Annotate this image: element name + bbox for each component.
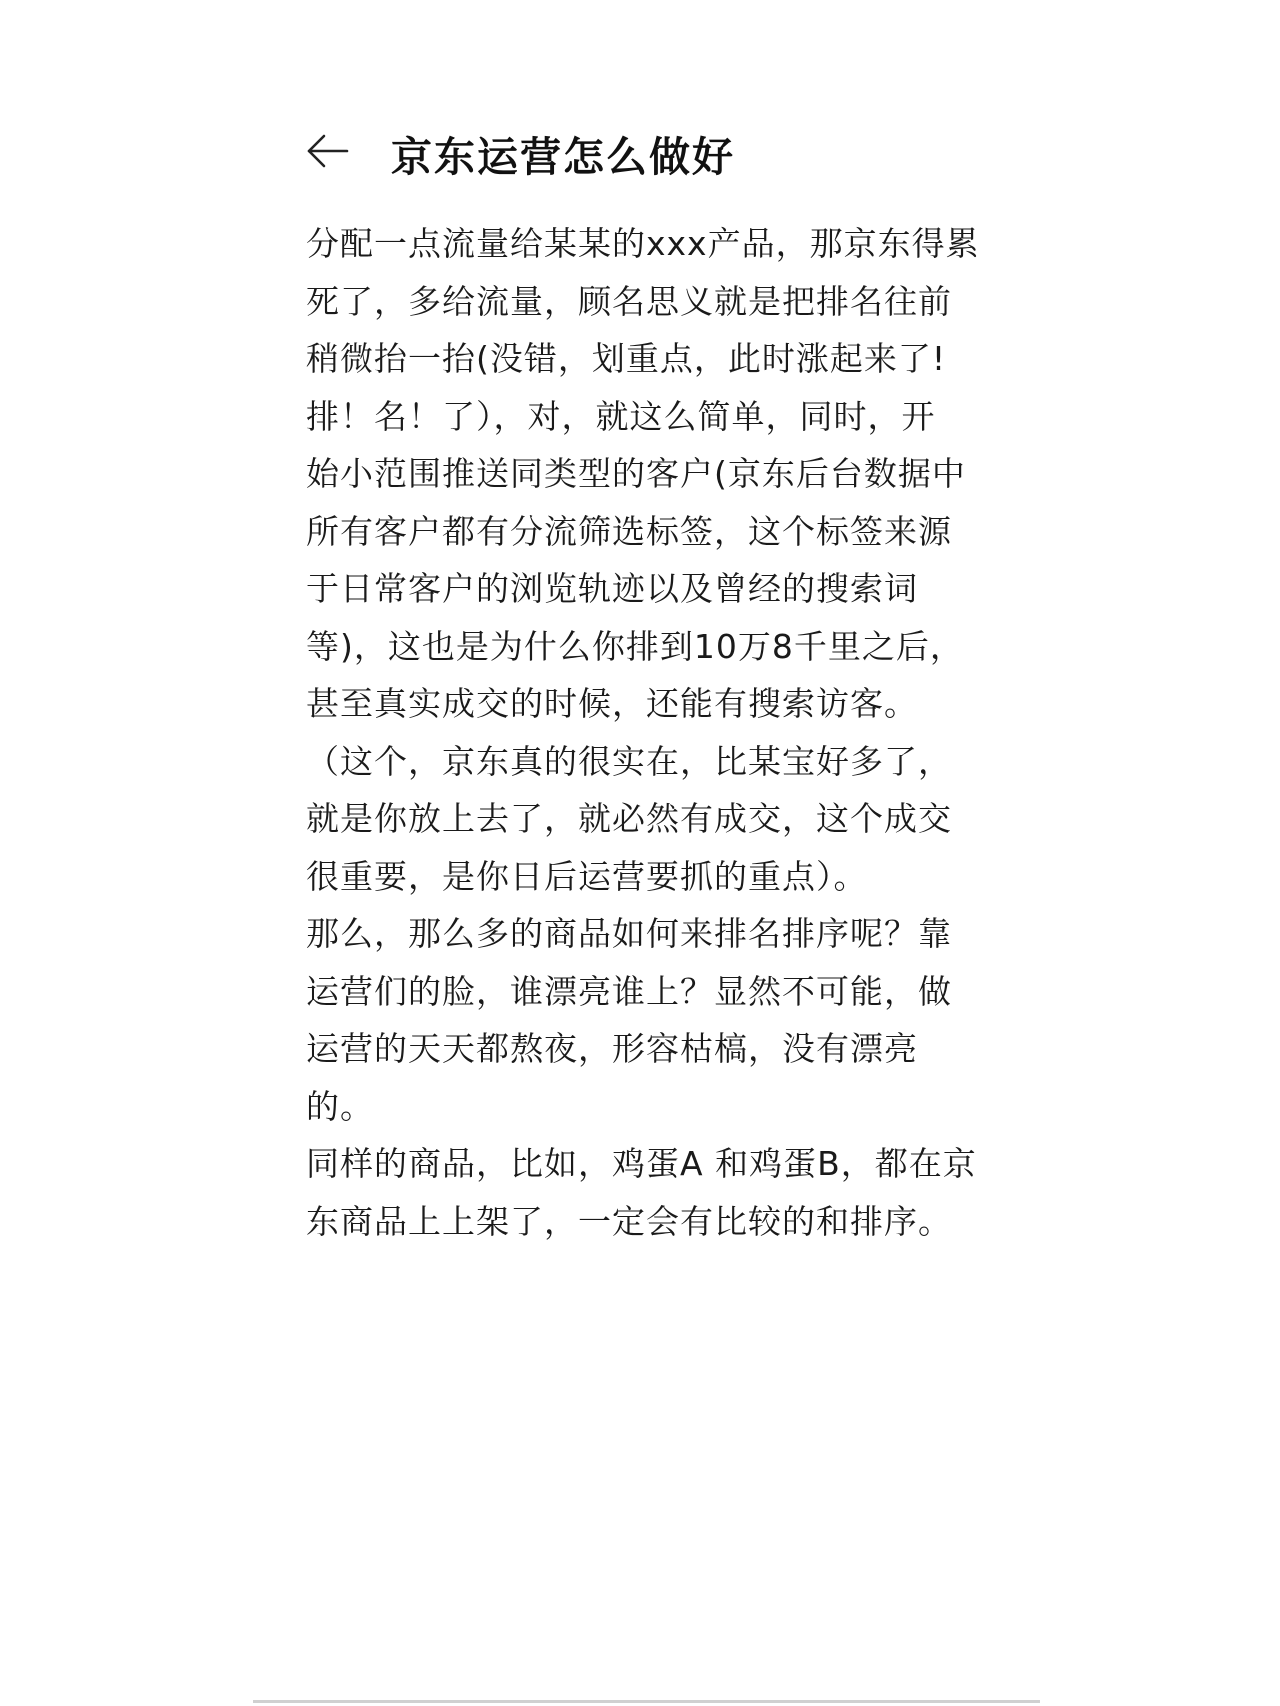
back-button[interactable] [305, 125, 361, 181]
text-line: 排！名！了），对，就这么简单，同时，开 [306, 396, 936, 436]
text-line: 同样的商品，比如，鸡蛋A 和鸡蛋B，都在京 [306, 1144, 977, 1183]
bottom-divider [253, 1700, 1040, 1703]
text-line: 很重要，是你日后运营要抓的重点）。 [306, 856, 868, 896]
header-bar [305, 118, 735, 188]
text-line: 分配一点流量给某某的xxx产品，那京东得累 [306, 224, 980, 263]
text-line: 就是你放上去了，就必然有成交，这个成交 [306, 799, 952, 838]
text-line: 稍微抬一抬(没错，划重点，此时涨起来了! [306, 339, 947, 378]
page-title: 京东运营怎么做好 [391, 132, 735, 181]
text-line: 的。 [306, 1086, 374, 1126]
text-line: （这个，京东真的很实在，比某宝好多了， [306, 741, 952, 781]
arrow-left-icon [305, 128, 351, 178]
text-line: 始小范围推送同类型的客户(京东后台数据中 [306, 454, 966, 493]
text-line: 运营的天天都熬夜，形容枯槁，没有漂亮 [306, 1029, 918, 1068]
text-line: 东商品上上架了，一定会有比较的和排序。 [306, 1201, 952, 1241]
text-line: 运营们的脸，谁漂亮谁上？显然不可能，做 [306, 971, 952, 1011]
text-line: 等)，这也是为什么你排到10万8千里之后， [306, 626, 964, 666]
text-line: 那么，那么多的商品如何来排名排序呢？靠 [306, 914, 952, 953]
text-line: 于日常客户的浏览轨迹以及曾经的搜索词 [306, 569, 918, 608]
text-line: 所有客户都有分流筛选标签，这个标签来源 [306, 511, 952, 551]
text-line: 甚至真实成交的时候，还能有搜索访客。 [306, 684, 918, 723]
text-line: 死了，多给流量，顾名思义就是把排名往前 [306, 281, 952, 321]
article-body [306, 215, 996, 1250]
